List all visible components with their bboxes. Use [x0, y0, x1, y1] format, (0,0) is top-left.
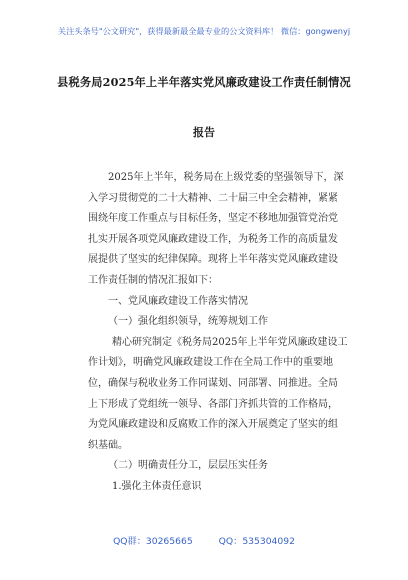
paragraph-line: 围绕年度工作重点与目标任务，坚定不移地加强管党治党 — [88, 213, 338, 225]
paragraph-line: 作计划》，明确党风廉政建设工作在全局工作中的重要地 — [88, 357, 333, 369]
subsection-heading: （二）明确责任分工，层层压实任务 — [108, 460, 268, 472]
paragraph-line: 上下形成了党组统一领导、各部门齐抓共管的工作格局， — [88, 398, 338, 410]
document-subtitle: 报告 — [193, 126, 215, 139]
qq-group-text: QQ群：30265665 — [113, 536, 193, 547]
paragraph-line: 为党风廉政建设和反腐败工作的深入开展奠定了坚实的组 — [88, 419, 338, 431]
footer-contact — [0, 533, 408, 547]
paragraph-line: 扎实开展各项党风廉政建设工作，为税务工作的高质量发 — [88, 233, 338, 245]
paragraph-line: 织基础。 — [88, 439, 128, 451]
header-banner: 关注头条号"公文研究"，获得最新最全最专业的公文资料库！ 微信：gongwenyj — [57, 26, 351, 36]
section-heading: 一、党风廉政建设工作落实情况 — [108, 295, 248, 307]
paragraph-line: 精心研究制定《税务局2025年上半年党风廉政建设工 — [112, 336, 348, 348]
paragraph-line: 工作责任制的情况汇报如下： — [88, 274, 218, 286]
qq-contact-text: QQ：535304092 — [218, 536, 295, 547]
paragraph-line: 入学习贯彻党的二十大精神、二十届三中全会精神，紧紧 — [88, 192, 338, 204]
paragraph-line: 2025年上半年，税务局在上级党委的坚强领导下，深 — [108, 172, 344, 183]
item-heading: 1.强化主体责任意识 — [112, 480, 202, 492]
paragraph-line: 位，确保与税收业务工作同谋划、同部署、同推进。全局 — [88, 377, 338, 389]
document-body — [88, 168, 350, 498]
subsection-heading: （一）强化组织领导，统筹规划工作 — [108, 316, 268, 328]
document-title: 县税务局2025年上半年落实党风廉政建设工作责任制情况 — [57, 75, 351, 89]
paragraph-line: 展提供了坚实的纪律保障。现将上半年落实党风廉政建设 — [88, 254, 338, 266]
